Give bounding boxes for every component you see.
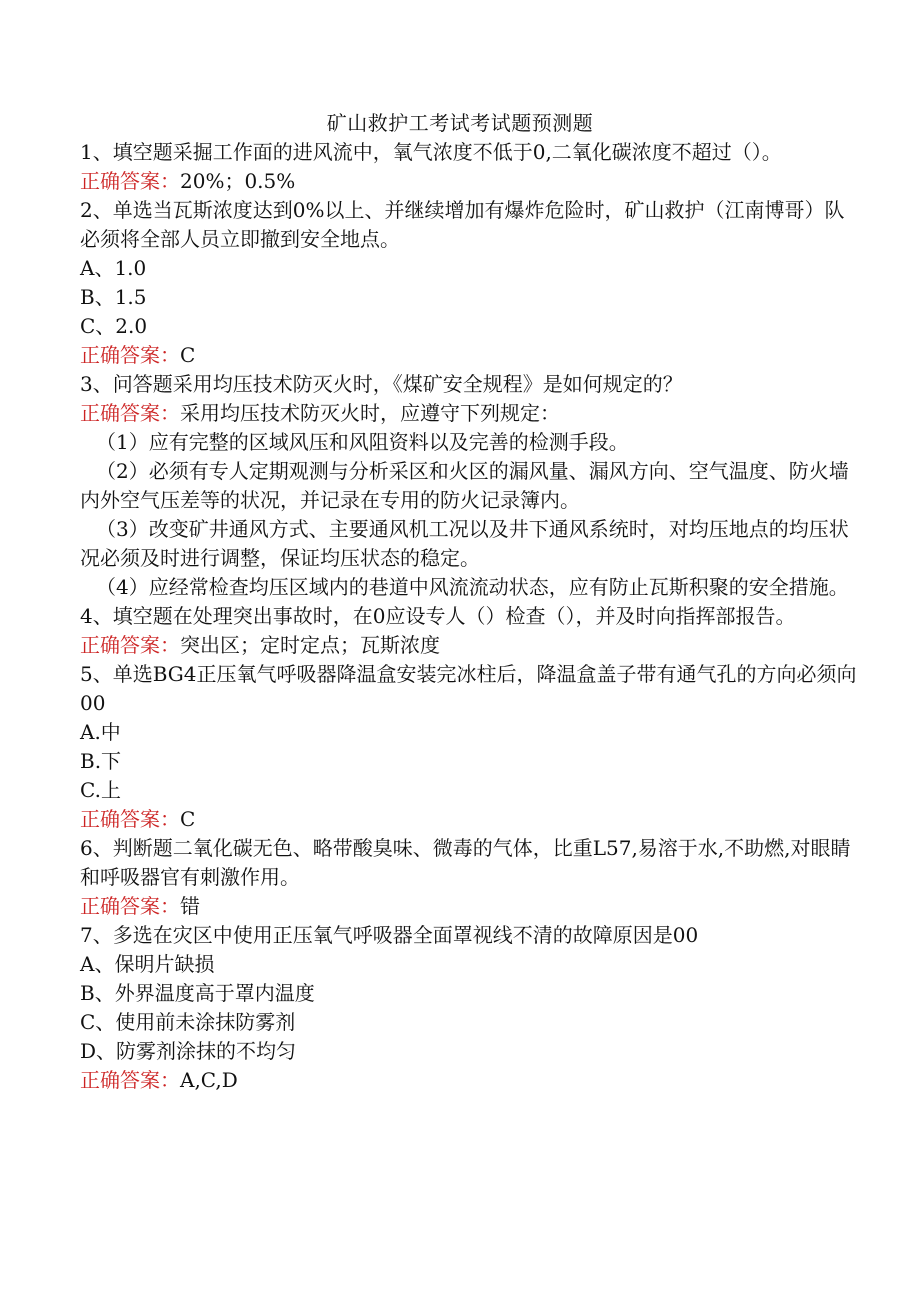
question-7 [80,921,860,1095]
answer-label: 正确答案： [80,169,180,193]
option-b: B、1.5 [80,285,147,309]
option-a: A.中 [80,720,121,744]
question-text: 2、单选当瓦斯浓度达到0%以上、并继续增加有爆炸危险时，矿山救护（江南博哥）队必须将全部人员立即撤到安全地点。 [80,198,845,251]
answer-value: C [180,343,196,367]
question-4 [80,602,860,660]
answer-label: 正确答案： [80,401,180,425]
answer-line [80,631,860,660]
option-b: B.下 [80,749,122,773]
option-d: D、防雾剂涂抹的不均匀 [80,1039,297,1063]
page-title: 矿山救护工考试考试题预测题 [326,111,594,135]
answer-value: 突出区；定时定点；瓦斯浓度 [180,633,440,657]
option-b: B、外界温度高于罩内温度 [80,981,315,1005]
answer-detail-1: （1）应有完整的区域风压和风阻资料以及完善的检测手段。 [96,430,629,454]
question-text: 6、判断题二氧化碳无色、略带酸臭味、微毒的气体，比重L57,易溶于水,不助燃,对眼睛和呼吸器官有刺激作用。 [80,836,851,889]
question-text: 4、填空题在处理突出事故时，在0应设专人（）检查（），并及时向指挥部报告。 [80,604,796,628]
answer-line [80,341,860,370]
answer-value: 20%；0.5% [180,169,296,193]
answer-label: 正确答案： [80,633,180,657]
answer-line [80,167,860,196]
answer-label: 正确答案： [80,343,180,367]
answer-value: A,C,D [180,1068,238,1092]
question-text: 1、填空题采掘工作面的进风流中，氧气浓度不低于0,二氧化碳浓度不超过（）。 [80,140,782,164]
question-3 [80,370,860,602]
question-text: 7、多选在灾区中使用正压氧气呼吸器全面罩视线不清的故障原因是00 [80,923,699,947]
answer-value: C [180,807,196,831]
answer-label: 正确答案： [80,807,180,831]
answer-detail-4: （4）应经常检查均压区域内的巷道中风流流动状态，应有防止瓦斯积聚的安全措施。 [96,575,849,599]
question-2 [80,196,860,370]
question-1 [80,138,860,196]
answer-line [80,892,860,921]
answer-line [80,805,860,834]
option-a: A、保明片缺损 [80,952,215,976]
option-c: C.上 [80,778,121,802]
answer-value: 错 [180,894,200,918]
answer-label: 正确答案： [80,894,180,918]
answer-line [80,1066,860,1095]
question-text: 5、单选BG4正压氧气呼吸器降温盒安装完冰柱后，降温盒盖子带有通气孔的方向必须向00 [80,662,857,715]
question-5 [80,660,860,834]
option-c: C、2.0 [80,314,148,338]
question-6 [80,834,860,921]
answer-line [80,399,860,428]
answer-detail-2: （2）必须有专人定期观测与分析采区和火区的漏风量、漏风方向、空气温度、防火墙内外空气压差等的状况，并记录在专用的防火记录簿内。 [80,459,849,512]
question-list [80,138,860,1095]
option-a: A、1.0 [80,256,147,280]
question-text: 3、问答题采用均压技术防灭火时，《煤矿安全规程》是如何规定的？ [80,372,683,396]
answer-detail-3: （3）改变矿井通风方式、主要通风机工况以及井下通风系统时，对均压地点的均压状况必须及时进行调整，保证均压状态的稳定。 [80,517,849,570]
answer-label: 正确答案： [80,1068,180,1092]
answer-value: 采用均压技术防灭火时，应遵守下列规定： [180,401,560,425]
option-c: C、使用前未涂抹防雾剂 [80,1010,296,1034]
